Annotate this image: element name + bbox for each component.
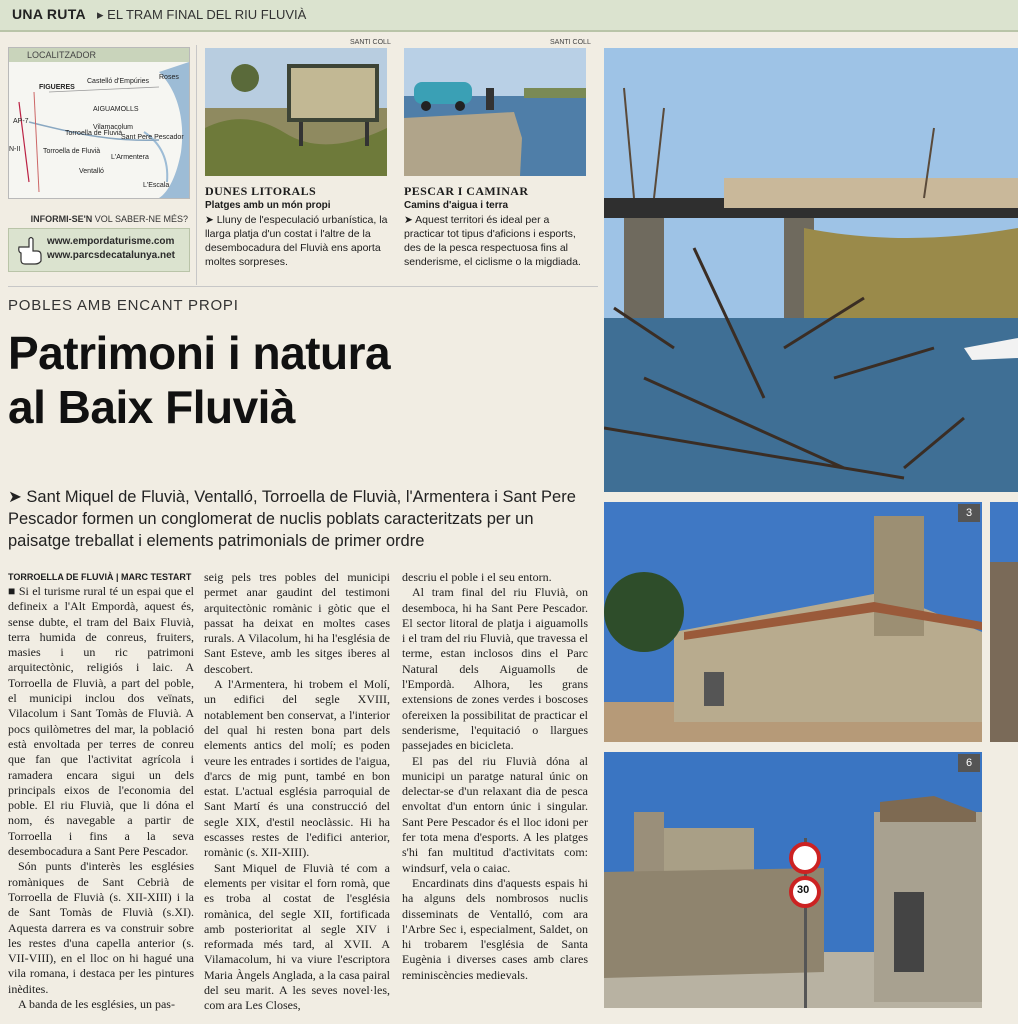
section-label: UNA RUTA <box>12 6 86 22</box>
section-bar <box>0 0 1018 32</box>
section-divider <box>8 286 598 287</box>
map-label-figueres: FIGUERES <box>39 84 75 91</box>
map-label-armentera: L'Armentera <box>111 154 149 161</box>
photo-credit-1: SANTI COLL <box>350 39 391 46</box>
arrow-icon: ▸ <box>97 7 104 22</box>
dunes-photo <box>205 48 387 176</box>
byline <box>8 572 191 582</box>
locator-header: LOCALITZADOR <box>9 48 189 62</box>
kicker: POBLES AMB ENCANT PROPI <box>8 297 239 314</box>
map-label-sant-pere: Sant Pere Pescador <box>121 134 184 141</box>
col2-para-3: Sant Miquel de Fluvià té com a elements per visitar el forn romà, que es troba al costat de l'església romànica, del segle XII, fortificada amb posterioritat al segle XIV i reformada més tard, al XVII. A Vilamacolum, hi va viure l'escriptora Maria Àngels Anglada, a la casa pairal del seu marit. A les seves novel·les, com ara Les Closes, <box>204 860 390 1013</box>
col1-para-2: Són punts d'interès les esglésies romàniques de Sant Cebrià de Torroella de Fluvià (s. XII-XIII) i la de Sant Tomàs de Fluvià (s.XI). Aquesta darrera es va construir sobre les restes d'una capella anterior (s. VII-VIII), en el lloc on hi hagué una vila romana, i destaca per les pintures inèdites. <box>8 859 194 996</box>
map-label-castello: Castelló d'Empúries <box>87 78 150 85</box>
link-empordaturisme[interactable]: www.empordaturisme.com <box>47 236 175 247</box>
photo-credit-2: SANTI COLL <box>550 39 591 46</box>
caption-2-title: PESCAR I CAMINAR <box>404 184 529 198</box>
caption-1-sub: Platges amb un món propi <box>205 200 331 211</box>
map-label-aiguamolls: AIGUAMOLLS <box>93 106 139 113</box>
col3-para-2: Al tram final del riu Fluvià, on desemboca, hi ha Sant Pere Pescador. El sector litoral de platja i aiguamolls i el tram del riu Fluvià, que travessa el terme, estan inclosos dins el Parc Natural dels Aiguamolls de l'Empordà. Alhora, les grans extensions de zones verdes i boscoses ofereixen la possibilitat de practicar el senderisme, l'equitació o llargues passejades en bicicleta. <box>402 585 588 753</box>
divider <box>196 45 197 285</box>
section-title-text: EL TRAM FINAL DEL RIU FLUVIÀ <box>107 7 307 22</box>
map-label-torroella-2: Torroella de Fluvià <box>43 148 101 155</box>
fishing-photo <box>404 48 586 176</box>
map-label-n2: N-II <box>9 146 21 153</box>
column-3 <box>402 570 588 983</box>
map-label-ap7: AP-7 <box>13 118 29 125</box>
map-label-torroella-1: Torroella de Fluvià <box>65 130 123 137</box>
map-label-roses: Roses <box>159 74 179 81</box>
link-parcsdecatalunya[interactable]: www.parcsdecatalunya.net <box>47 250 176 261</box>
edge-photo <box>990 502 1018 742</box>
byline-place: TORROELLA DE FLUVIÀ | <box>8 572 119 582</box>
col1-para-1: ■ Si el turisme rural té un espai que el defineix a l'Alt Empordà, aquest és, sense dubte, el tram del Baix Fluvià, terra humida de conreus, fruiters, masies i un ric patrimoni arquitectònic, religiós i laic. A Torroella de Fluvià, a part del poble, el municipi inclou dos veïnats, Vilacolum i Sant Tomàs de Fluvià. A pocs quilòmetres del mar, la població està envoltada per terres de conreu que fan que l'activitat agrícola i ramadera encara sigui un dels principals eixos de l'economia del poble. El riu Fluvià, que li dóna el nom, és navegable a partir de Torroella i fins a la seva desembocadura a Sant Pere Pescador. <box>8 584 194 859</box>
byline-name: MARC TESTART <box>121 572 192 582</box>
church-photo <box>604 502 982 742</box>
pointing-hand-icon <box>15 235 43 265</box>
col3-para-4: Encardinats dins d'aquests espais hi ha alguns dels nombrosos nuclis disseminats de Ventalló, com ara l'Arbre Sec i, especialment, Saldet, on hi trobarem l'església de Santa Eugènia i diverses cases amb clares reminiscències medievals. <box>402 875 588 982</box>
speed-limit-sign: 30 <box>797 884 810 896</box>
map-label-escala: L'Escala <box>143 182 170 189</box>
info-strong: INFORMI-SE'N <box>30 214 93 224</box>
village-photo <box>604 752 982 1008</box>
headline-line-2: al Baix Fluvià <box>8 381 296 433</box>
locator-map <box>8 47 190 199</box>
lead-paragraph: ➤ Sant Miquel de Fluvià, Ventalló, Torroella de Fluvià, l'Armentera i Sant Pere Pescador formen un conglomerat de nuclis poblats caracteritzats per un paisatge treballat i elements patrimonials de primer ordre <box>8 488 576 550</box>
col3-para-3: El pas del riu Fluvià dóna al municipi un paratge natural únic on delectar-se d'un relaxant dia de pesca envoltat d'un entorn únic i singular. Sant Pere Pescador és el lloc idoni per fer tota mena d'esports. A les platges s'hi fan multitud d'activitats com: windsurf, vela o caiac. <box>402 753 588 875</box>
col3-para-1: descriu el poble i el seu entorn. <box>402 570 552 584</box>
section-title <box>97 7 306 23</box>
map-label-vilamacolum: Vilamacolum <box>93 124 133 131</box>
links-box <box>8 228 190 272</box>
photo-number-3: 3 <box>958 504 980 522</box>
caption-1-body: ➤ Lluny de l'especulació urbanística, la llarga platja d'un costat i l'altre de la desembocadura del Fluvià ens aporta moltes sorpreses. <box>205 214 388 268</box>
photo-number-6: 6 <box>958 754 980 772</box>
info-line <box>8 214 188 224</box>
headline <box>8 326 598 434</box>
caption-2-sub: Camins d'aigua i terra <box>404 200 509 211</box>
river-photo <box>604 48 1018 492</box>
caption-1-title: DUNES LITORALS <box>205 184 317 198</box>
headline-line-1: Patrimoni i natura <box>8 327 391 379</box>
caption-2-body: ➤ Aquest territori és ideal per a practicar tot tipus d'aficions i esports, des de la pesca respectuosa fins al senderisme, el ciclisme o la migdiada. <box>404 214 581 268</box>
column-2 <box>204 570 390 1014</box>
col2-para-1: seig pels tres pobles del municipi permet anar gaudint del testimoni arquitectònic romànic i gòtic que el passat ha deixat en moltes cases rurals. A Vilacolum, hi ha l'església de Sant Esteve, amb les sitges iberes al descobert. <box>204 570 390 676</box>
info-rest: VOL SABER-NE MÉS? <box>94 214 188 224</box>
col2-para-2: A l'Armentera, hi trobem el Molí, un edifici del segle XVIII, notablement ben conservat, a l'interior del qual hi resten bona part dels elements antics del molí; es poden veure les entrades i sortides de l'aigua, d'arcs de mig punt, també en bon estat. L'actual església parroquial de Sant Martí és una construcció del segle XIX, d'estil neoclàssic. Hi ha escasses restes de l'edifici anterior, romànic (s. XII-XIII). <box>204 677 390 860</box>
column-1 <box>8 584 194 1012</box>
map-label-ventallo: Ventalló <box>79 168 104 175</box>
col1-para-3: A banda de les esglésies, un pas- <box>18 997 175 1012</box>
